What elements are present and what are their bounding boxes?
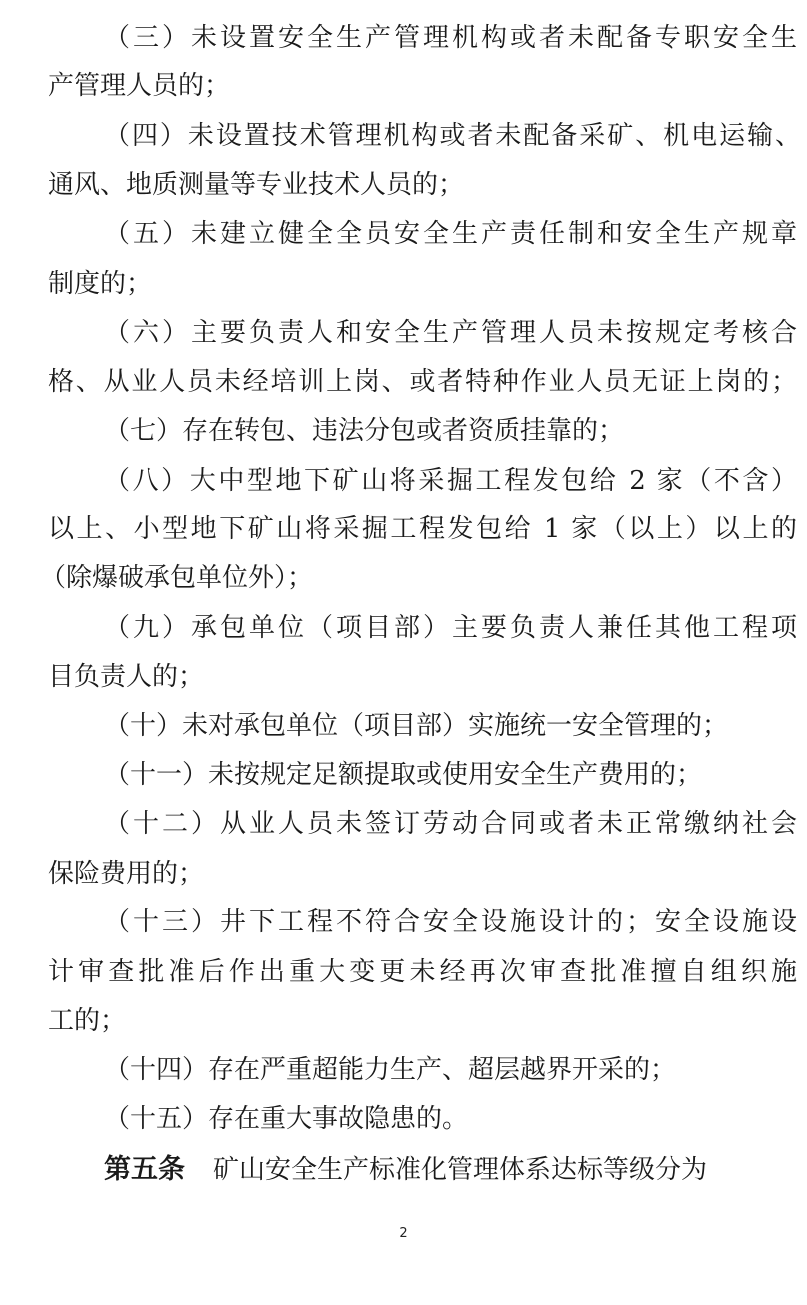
paragraph-14-line-1: （十四）存在严重超能力生产、超层越界开采的； [104,1055,677,1085]
paragraph-6-line-1: （六）主要负责人和安全生产管理人员未按规定考核合 [104,318,797,348]
page-number: 2 [399,1226,408,1241]
paragraph-9-line-2: 目负责人的； [48,662,205,692]
paragraph-13-line-3: 工的； [48,1006,127,1036]
article-text: 矿山安全生产标准化管理体系达标等级分为 [213,1155,708,1185]
paragraph-7-line-1: （七）存在转包、违法分包或者资质挂靠的； [104,416,625,446]
paragraph-5-line-1: （五）未建立健全全员安全生产责任制和安全生产规章 [104,219,797,249]
paragraph-10-line-1: （十）未对承包单位（项目部）实施统一安全管理的； [104,711,729,741]
paragraph-4-line-2: 通风、地质测量等专业技术人员的； [48,170,465,200]
paragraph-11-line-1: （十一）未按规定足额提取或使用安全生产费用的； [104,760,703,790]
paragraph-8-line-3: （除爆破承包单位外）； [40,563,314,593]
paragraph-8-line-1: （八）大中型地下矿山将采掘工程发包给 2 家（不含） [104,466,797,496]
paragraph-13-line-2: 计审查批准后作出重大变更未经再次审查批准擅自组织施 [48,957,797,987]
article-number: 第五条 [104,1154,185,1185]
paragraph-12-line-2: 保险费用的； [48,859,205,889]
paragraph-3-line-1: （三）未设置安全生产管理机构或者未配备专职安全生 [104,23,797,53]
paragraph-5-line-2: 制度的； [48,269,153,299]
paragraph-13-line-1: （十三）井下工程不符合安全设施设计的；安全设施设 [104,907,797,937]
paragraph-15-line-1: （十五）存在重大事故隐患的。 [104,1104,469,1134]
paragraph-12-line-1: （十二）从业人员未签订劳动合同或者未正常缴纳社会 [104,809,797,839]
paragraph-4-line-1: （四）未设置技术管理机构或者未配备采矿、机电运输、 [104,121,801,151]
article-5-line [0,1146,807,1194]
paragraph-6-line-2: 格、从业人员未经培训上岗、或者特种作业人员无证上岗的； [48,367,797,397]
paragraph-3-line-2: 产管理人员的； [48,71,231,101]
paragraph-8-line-2: 以上、小型地下矿山将采掘工程发包给 1 家（以上）以上的 [48,514,797,544]
paragraph-9-line-1: （九）承包单位（项目部）主要负责人兼任其他工程项 [104,613,797,643]
